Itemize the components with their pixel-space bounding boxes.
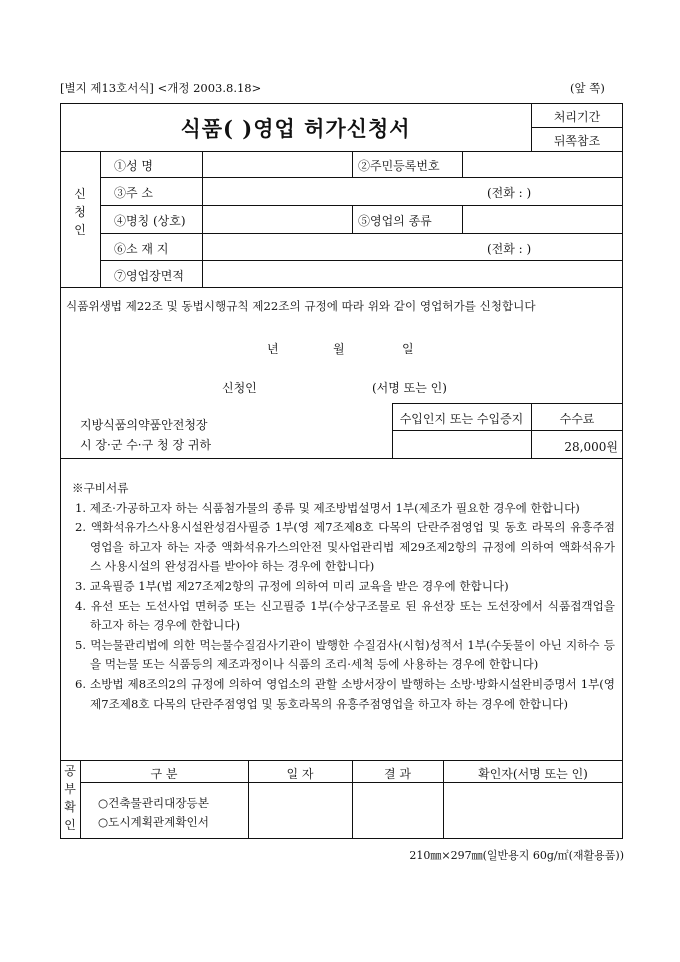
verification-item-urban-plan: ○도시계획관계확인서 (98, 815, 209, 829)
verification-side-label: 공 부 확 인 (64, 764, 76, 832)
fee-label: 수수료 (559, 412, 595, 426)
row-rule-1 (100, 177, 623, 178)
business-label-left-rule (352, 205, 353, 233)
business-label-right-rule (462, 205, 463, 233)
recipient-line-2: 시 장·군 수·구 청 장 귀하 (80, 438, 212, 452)
verification-item-building-register: ○건축물관리대장등본 (98, 796, 209, 810)
date-day: 일 (402, 342, 414, 356)
resident-number-label: ②주민등록번호 (358, 159, 440, 173)
signature-placeholder: (서명 또는 인) (372, 381, 447, 395)
business-area-label: ⑦영업장면적 (114, 269, 184, 283)
trade-name-label: ④명칭 (상호) (114, 214, 186, 228)
verification-header-result: 결 과 (384, 767, 411, 781)
stamp-top-rule (392, 403, 623, 404)
processing-period-value: 뒤쪽참조 (553, 134, 601, 148)
document-item-1: 1. 제조·가공하고자 하는 식품첨가물의 종류 및 제조방법설명서 1부(제조가 필요한 경우에 한합니다) (75, 500, 580, 515)
verification-header-verifier: 확인자(서명 또는 인) (478, 767, 588, 781)
fee-row-rule (392, 430, 623, 431)
resident-label-left-rule (352, 151, 353, 177)
applicant-bottom-rule (60, 287, 623, 288)
documents-bottom-rule (60, 760, 623, 761)
row-rule-3 (100, 233, 623, 234)
declaration-text: 식품위생법 제22조 및 동법시행규칙 제22조의 규정에 따라 위와 같이 영업허가를 신청합니다 (66, 299, 536, 313)
document-item-4: 4. 유선 또는 도선사업 면허증 또는 신고필증 1부(수상구조물로 된 유선장 또는 도선장에서 식품접객업을 하고자 하는 경우에 한합니다) (75, 598, 615, 633)
form-title: 식품( )영업 허가신청서 (180, 116, 411, 141)
business-type-label: ⑤영업의 종류 (358, 214, 432, 228)
resident-label-right-rule (462, 151, 463, 177)
recipient-line-1: 지방식품의약품안전청장 (80, 418, 208, 432)
processing-divider (531, 127, 623, 128)
date-year: 년 (267, 342, 279, 356)
declaration-bottom-rule (60, 458, 623, 459)
row-rule-4 (100, 260, 623, 261)
document-item-6: 6. 소방법 제8조의2의 규정에 의하여 영업소의 관할 소방서장이 발행하는 소방·방화시설완비증명서 1부(영 제7조제8호 다목의 단란주점영업 및 동호라목의 유흥주점영업을 하고자 하는 경우에 한합니다) (75, 676, 615, 711)
paper-spec: 210㎜×297㎜(일반용지 60g/㎡(재활용품)) (409, 849, 624, 862)
address-label: ③주 소 (114, 186, 153, 200)
applicant-side-label: 신 청 인 (74, 187, 86, 237)
form-number-label: [별지 제13호서식] <개정 2003.8.18> (60, 81, 262, 95)
applicant-label-rule (100, 151, 101, 287)
address-phone-label: (전화 : ) (487, 186, 532, 200)
page-side-label: (앞 쪽) (570, 81, 605, 95)
document-item-2: 2. 액화석유가스사용시설완성검사필증 1부(영 제7조제8호 다목의 단란주점영업 및 동호 라목의 유흥주점영업을 하고자 하는 자중 액화석유가스의안전 및사업관리법 제29조제2항의 규정에 의하여 액화석유가스 사용시설의 완성검사를 받아야 하는 경우에 한합니다) (75, 520, 615, 574)
row-rule-2 (100, 205, 623, 206)
document-item-5: 5. 먹는물관리법에 의한 먹는물수질검사기관이 발행한 수질검사(시험)성적서 1부(수돗물이 아닌 지하수 등을 먹는물 또는 식품등의 제조과정이나 식품의 조리·세척 등에 사용하는 경우에 한합니다) (75, 637, 615, 672)
name-label: ①성 명 (114, 159, 153, 173)
date-month: 월 (333, 342, 345, 356)
document-item-3: 3. 교육필증 1부(법 제27조제2항의 규정에 의하여 미리 교육을 받은 경우에 한합니다) (75, 578, 509, 593)
signer-label: 신청인 (222, 381, 257, 395)
required-documents (72, 479, 615, 714)
verification-header-category: 구 분 (150, 767, 178, 781)
processing-period-label: 처리기간 (553, 110, 601, 124)
verification-header-date: 일 자 (286, 767, 314, 781)
title-bottom-rule (60, 151, 623, 152)
location-phone-label: (전화 : ) (487, 242, 532, 256)
revenue-stamp-label: 수입인지 또는 수입증지 (399, 412, 524, 426)
fee-value: 28,000원 (564, 440, 618, 454)
location-label: ⑥소 재 지 (114, 242, 169, 256)
required-documents-heading: ※구비서류 (72, 481, 129, 495)
field-label-rule (202, 151, 203, 287)
